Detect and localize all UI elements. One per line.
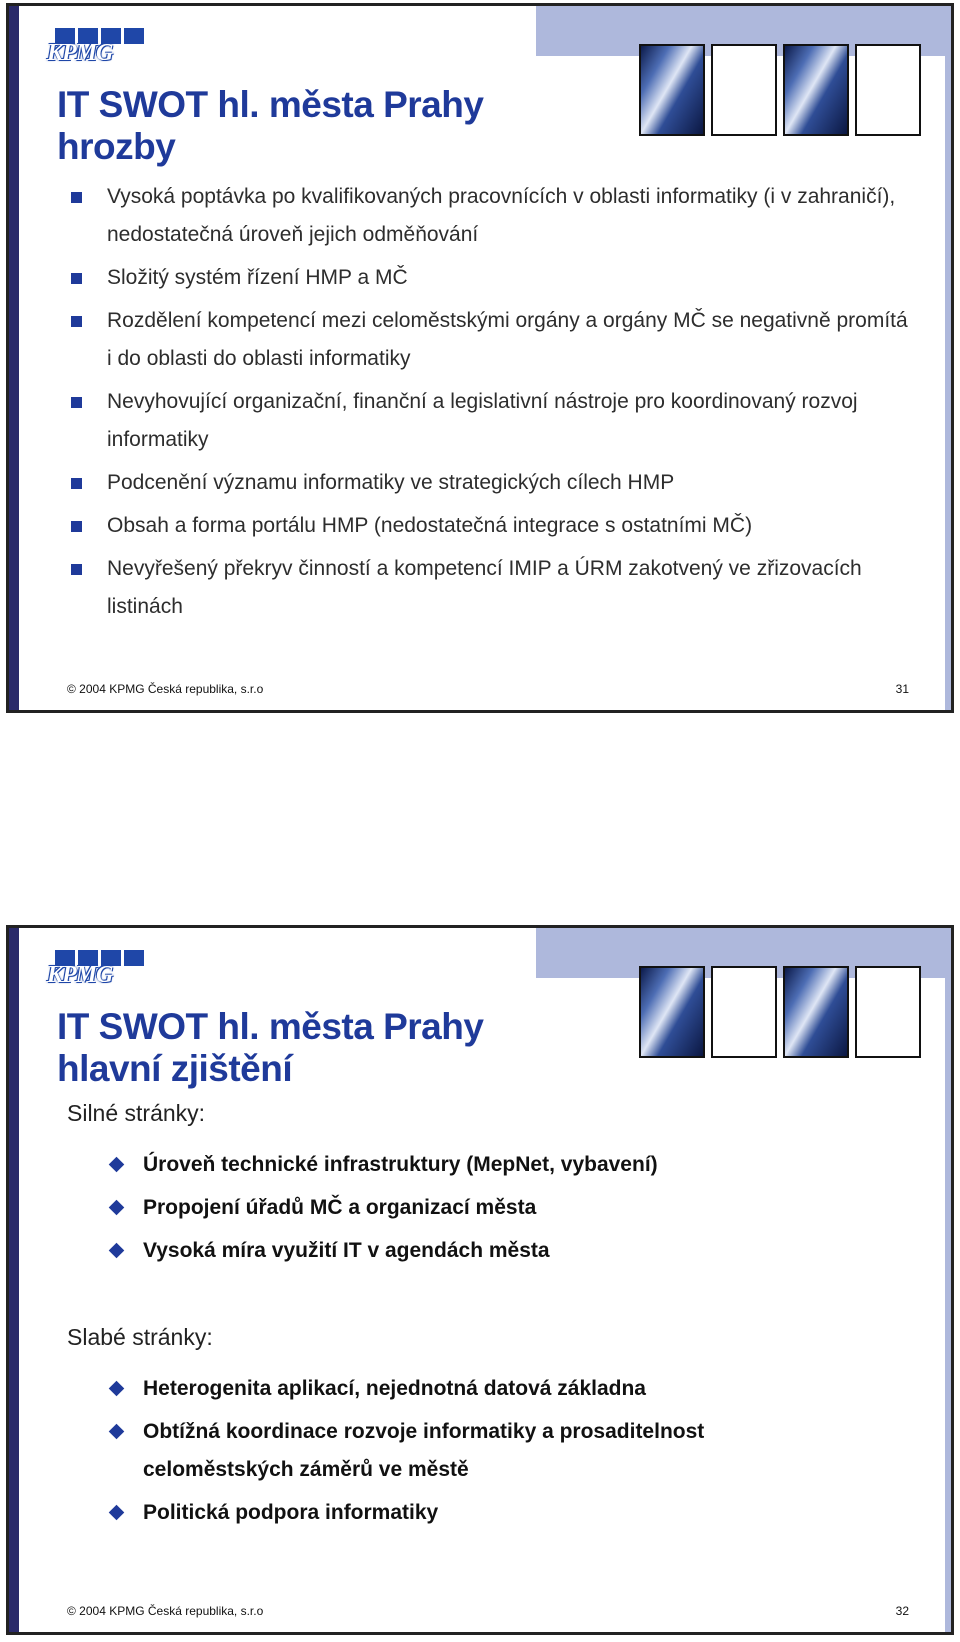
diamond-bullet-icon: [109, 1200, 125, 1216]
list-item: Složitý systém řízení HMP a MČ: [69, 259, 909, 297]
square-bullet-icon: [71, 397, 82, 408]
kpmg-logo: KPMG: [47, 28, 145, 66]
list-item: Vysoká míra využití IT v agendách města: [107, 1232, 907, 1270]
threats-list: [69, 178, 909, 631]
page-number: 31: [895, 682, 909, 696]
square-bullet-icon: [71, 478, 82, 489]
header-image-strip: [639, 44, 921, 136]
slide-title-line-1: IT SWOT hl. města Prahy: [57, 1006, 484, 1047]
slide-32: [6, 925, 954, 1635]
diamond-bullet-icon: [109, 1157, 125, 1173]
header-photo-2: [783, 44, 849, 136]
list-item: Úroveň technické infrastruktury (MepNet, vybavení): [107, 1146, 907, 1184]
list-item: Vysoká poptávka po kvalifikovaných pracovnících v oblasti informatiky (i v zahraničí), nedostatečná úroveň jejich odměňování: [69, 178, 909, 254]
strengths-heading: Silné stránky:: [67, 1100, 206, 1126]
slide-title: [57, 84, 483, 168]
header-frame-1: [711, 44, 777, 136]
header-photo-1: [639, 44, 705, 136]
list-item: Nevyřešený překryv činností a kompetencí IMIP a ÚRM zakotvený ve zřizovacích listinách: [69, 550, 909, 626]
slide-side-band: [9, 6, 19, 710]
list-item: Nevyhovující organizační, finanční a legislativní nástroje pro koordinovaný rozvoj informatiky: [69, 383, 909, 459]
slide-title-line-2: hrozby: [57, 126, 176, 167]
header-frame-2: [855, 44, 921, 136]
weaknesses-heading: Slabé stránky:: [67, 1324, 213, 1350]
right-accent-edge: [945, 6, 951, 710]
right-accent-edge: [945, 928, 951, 1632]
strengths-list: [107, 1146, 907, 1275]
header-frame-1: [711, 966, 777, 1058]
page-number: 32: [895, 1604, 909, 1618]
diamond-bullet-icon: [109, 1505, 125, 1521]
list-item: Rozdělení kompetencí mezi celoměstskými orgány a orgány MČ se negativně promítá i do oblasti do oblasti informatiky: [69, 302, 909, 378]
diamond-bullet-icon: [109, 1243, 125, 1259]
diamond-bullet-icon: [109, 1381, 125, 1397]
square-bullet-icon: [71, 316, 82, 327]
header-photo-1: [639, 966, 705, 1058]
slide-title-line-2: hlavní zjištění: [57, 1048, 293, 1089]
copyright-footer: © 2004 KPMG Česká republika, s.r.o: [67, 682, 264, 696]
list-item: Podcenění významu informatiky ve strategických cílech HMP: [69, 464, 909, 502]
list-item: Heterogenita aplikací, nejednotná datová základna: [107, 1370, 767, 1408]
list-item: Propojení úřadů MČ a organizací města: [107, 1189, 907, 1227]
slide-title-line-1: IT SWOT hl. města Prahy: [57, 84, 484, 125]
square-bullet-icon: [71, 521, 82, 532]
copyright-footer: © 2004 KPMG Česká republika, s.r.o: [67, 1604, 264, 1618]
square-bullet-icon: [71, 564, 82, 575]
weaknesses-list: [107, 1370, 767, 1537]
list-item: Obsah a forma portálu HMP (nedostatečná integrace s ostatními MČ): [69, 507, 909, 545]
slide-side-band: [9, 928, 19, 1632]
diamond-bullet-icon: [109, 1424, 125, 1440]
kpmg-logo: KPMG: [47, 950, 145, 988]
list-item: Obtížná koordinace rozvoje informatiky a prosaditelnost celoměstských záměrů ve městě: [107, 1413, 767, 1489]
slide-title: [57, 1006, 483, 1090]
header-image-strip: [639, 966, 921, 1058]
list-item: Politická podpora informatiky: [107, 1494, 767, 1532]
header-photo-2: [783, 966, 849, 1058]
square-bullet-icon: [71, 273, 82, 284]
square-bullet-icon: [71, 192, 82, 203]
slide-31: [6, 3, 954, 713]
header-frame-2: [855, 966, 921, 1058]
